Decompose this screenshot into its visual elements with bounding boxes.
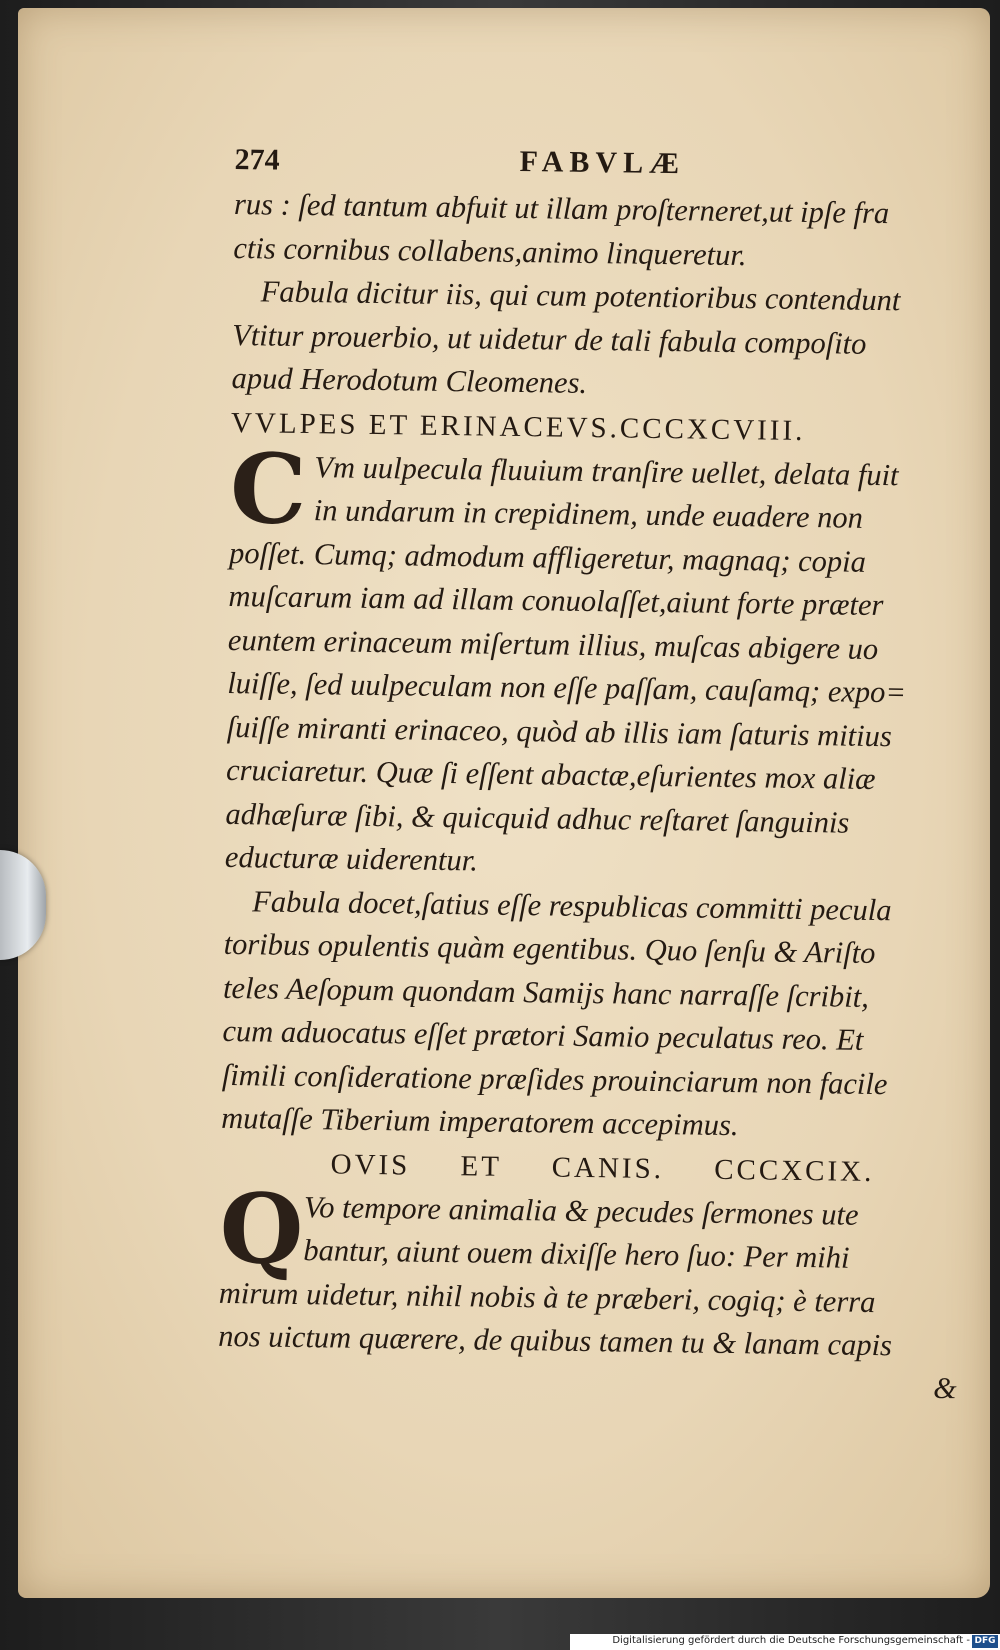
drop-capital: C [229,431,308,546]
text-line: ſuiſſe miranti erinaceo, quòd ab illis iam ſaturis mitius [226,709,892,753]
text-line: luiſſe, ſed uulpeculam non eſſe paſſam, cauſamq; expo= [227,665,907,710]
text-line: rus : ſed tantum abfuit ut illam proſterneret,ut ipſe fra [233,186,890,231]
moral-line: cum aduocatus eſſet prætori Samio peculatus reo. Et [222,1013,864,1057]
moral-line: Fabula docet,ſatius eſſe respublicas committi pecula [252,883,892,927]
text-line: adhæſuræ ſibi, & quicquid adhuc reſtaret ſanguinis [225,796,850,840]
digitization-footer [570,1634,1000,1650]
text-line: muſcarum iam ad illam conuolaſſet,aiunt forte præter [228,578,884,623]
text-line: Vo tempore animalia & pecudes ſermones ute [303,1189,859,1232]
running-head: FABVLÆ [519,144,686,181]
page-content [217,135,980,1409]
catchword: & [933,1371,957,1405]
text-line: mirum uidetur, nihil nobis à te præberi, cogiq; è terra [218,1275,876,1319]
text-line: cruciaretur. Quæ ſi eſſent abactæ,eſurientes mox aliæ [225,752,876,797]
text-line: in undarum in crepidinem, unde euadere non [313,493,864,535]
text-line: bantur, aiunt ouem dixiſſe hero ſuo: Per mihi [303,1233,850,1275]
moral-line: Vtitur prouerbio, ut uidetur de tali fabula compoſito [231,317,867,361]
drop-capital: Q [218,1171,305,1286]
text-line: ctis cornibus collabens,animo linqueretur. [233,230,747,272]
fable-number: CCCXCIX. [713,1153,875,1188]
moral-line: apud Herodotum Cleomenes. [231,360,588,400]
text-line: nos uictum quærere, de quibus tamen tu & lanam capis [217,1318,893,1363]
dfg-logo: DFG [972,1635,998,1648]
text-line: poſſet. Cumq; admodum affligeretur, magnaq; copia [228,535,867,579]
moral-line: teles Aeſopum quondam Samijs hanc narraſſe ſcribit, [222,970,870,1014]
moral-line: Fabula dicitur iis, qui cum potentioribus contendunt [260,274,901,318]
funding-notice: Digitalisierung gefördert durch die Deutsche Forschungsgemeinschaft - [612,1635,970,1646]
text-line: Vm uulpecula fluuium tranſire uellet, delata fuit [314,449,899,492]
fable-title: VVLPES ET ERINACEVS.CCCXCVIII. [230,406,806,447]
fable-398-body [224,431,976,889]
moral-line: mutaſſe Tiberium imperatorem accepimus. [221,1100,739,1143]
page-number: 274 [234,142,280,177]
fable-title-text: OVIS ET CANIS. [330,1147,665,1185]
text-line: educturæ uiderentur. [224,839,479,878]
text-line: euntem erinaceum miſertum illius, muſcas abigere uo [227,622,879,666]
moral-line: toribus opulentis quàm egentibus. Quo ſenſu & Ariſto [223,926,876,971]
fable-399-body [217,1171,965,1368]
moral-line: ſimili conſideratione præſides prouinciarum non facile [221,1057,888,1101]
